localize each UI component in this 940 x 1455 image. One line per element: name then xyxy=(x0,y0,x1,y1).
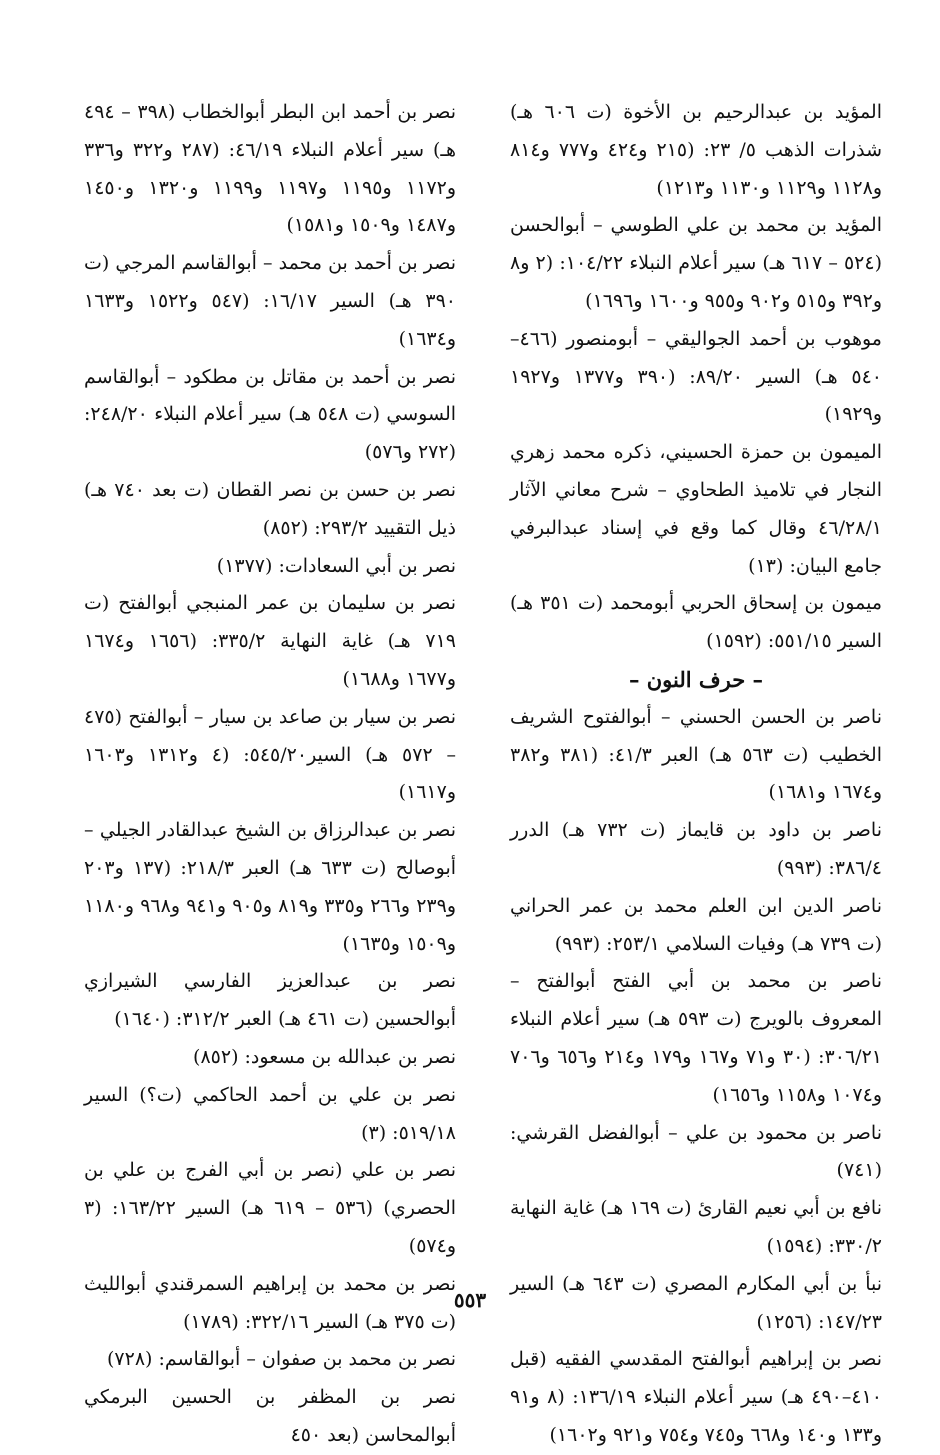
index-entry: المؤيد بن محمد بن علي الطوسي – أبوالحسن (٥٢٤ – ٦١٧ هـ) سير أعلام النبلاء ١٠٤/٢٢: (٢ و٨ و٣٩٢ و٥١٥ و٩٠٢ و٩٥٥ و١٦٠٠ و١٦٩٦) xyxy=(510,214,883,312)
index-entry: نصر بن عبدالرزاق بن الشيخ عبدالقادر الجيلي – أبوصالح (ت ٦٣٣ هـ) العبر ٢١٨/٣: (١٣٧ و٢٠٣ و٢٣٩ و٢٦٦ و٣٣٥ و٨١٩ و٩٠٥ و٩٤١ و٩٦٨ و١١٨٠ و١٥٠٩ و١٦٣٥) xyxy=(84,819,457,955)
index-entry: نافع بن أبي نعيم القارئ (ت ١٦٩ هـ) غاية النهاية ٣٣٠/٢: (١٥٩٤) xyxy=(510,1197,883,1257)
index-entry: نصر بن أحمد بن محمد – أبوالقاسم المرجي (ت ٣٩٠ هـ) السير ١٦/١٧: (٥٤٧ و١٥٢٢ و١٦٣٣ و١٦٣٤) xyxy=(84,252,456,350)
index-entry: نصر بن علي بن أحمد الحاكمي (ت؟) السير ٥١٩/١٨: (٣) xyxy=(84,1083,456,1144)
index-entry: ميمون بن إسحاق الحربي أبومحمد (ت ٣٥١ هـ) السير ٥٥١/١٥: (١٥٩٢) xyxy=(510,592,882,653)
index-entry: ناصر بن الحسن الحسني – أبوالفتوح الشريف الخطيب (ت ٥٦٣ هـ) العبر ٤١/٣: (٣٨١ و٣٨٢ و١٦٧٤ و١٦٨١) xyxy=(510,705,882,804)
right-column xyxy=(510,94,882,1455)
section-heading: – حرف النون – xyxy=(628,666,764,692)
index-entry: نصر بن عبدالعزيز الفارسي الشيرازي أبوالحسين (ت ٤٦١ هـ) العبر ٣١٢/٢: (١٦٤٠) xyxy=(84,970,456,1031)
index-entry: ناصر بن محمود بن علي – أبوالفضل القرشي: (٧٤١) xyxy=(510,1121,882,1182)
index-entry: نصر بن عبدالله بن مسعود: (٨٥٢) xyxy=(193,1045,456,1068)
left-column xyxy=(84,94,456,1455)
index-entry: نصر بن علي (نصر بن أبي الفرج بن علي بن الحصري) (٥٣٦ – ٦١٩ هـ) السير ١٦٣/٢٢: (٣ و٥٧٤) xyxy=(84,1159,457,1257)
index-entry: ناصر بن محمد بن أبي الفتح أبوالفتح – المعروف بالويرج (ت ٥٩٣ هـ) سير أعلام النبلاء ٣٠٦/٢١: (٣٠ و٧١ و١٦٧ و١٧٩ و٢١٤ و٦٥٦ و٧٠٦ و١٠٧٤ و١١٥٨ و١٦٥٦) xyxy=(510,970,882,1106)
index-entry: نصر بن محمد بن إبراهيم السمرقندي أبوالليث (ت ٣٧٥ هـ) السير ٣٢٢/١٦: (١٧٨٩) xyxy=(84,1272,456,1333)
index-entry: نصر بن أبي السعادات: (١٣٧٧) xyxy=(216,554,456,577)
index-entry: الميمون بن حمزة الحسيني، ذكره محمد زهري النجار في تلاميذ الطحاوي – شرح معاني الآثار ٤٦/٢٨/١ وقال كما وقع في إسناد عبدالبرفي جامع البيان: (١٣) xyxy=(510,441,882,577)
page-number: ٥٥٣ xyxy=(453,1288,487,1312)
index-entry: نصر بن أحمد بن مقاتل بن مطكود – أبوالقاسم السوسي (ت ٥٤٨ هـ) سير أعلام النبلاء ٢٤٨/٢٠: (٢٧٢ و٥٧٦) xyxy=(84,365,457,464)
index-entry: ناصر الدين ابن العلم محمد بن عمر الحراني (ت ٧٣٩ هـ) وفيات السلامي ٢٥٣/١: (٩٩٣) xyxy=(510,894,882,955)
index-entry: نصر بن سيار بن صاعد بن سيار – أبوالفتح (٤٧٥ – ٥٧٢ هـ) السير٥٤٥/٢٠: (٤ و١٣١٢ و١٦٠٣ و١٦١٧) xyxy=(84,705,457,804)
index-entry: نصر بن أحمد ابن البطر أبوالخطاب (٣٩٨ – ٤٩٤ هـ) سير أعلام النبلاء ٤٦/١٩: (٢٨٧ و٣٢٢ و٣٣٦ و١١٧٢ و١١٩٥ و١١٩٧ و١١٩٩ و١٣٢٠ و١٤٥٠ و١٤٨٧ و١٥٠٩ و١٥٨١) xyxy=(84,101,457,237)
index-entry: نبأ بن أبي المكارم المصري (ت ٦٤٣ هـ) السير ١٤٧/٢٣: (١٢٥٦) xyxy=(510,1272,882,1333)
index-entry: نصر بن حسن بن نصر القطان (ت بعد ٧٤٠ هـ) ذيل التقييد ٢٩٣/٢: (٨٥٢) xyxy=(84,478,456,539)
index-entry: نصر بن المظفر بن الحسين البرمكي أبوالمحاسن (بعد ٤٥٠ xyxy=(84,1386,456,1446)
index-entry: المؤيد بن عبدالرحيم بن الأخوة (ت ٦٠٦ هـ) شذرات الذهب ٥/ ٢٣: (٢١٥ و٤٢٤ و٧٧٧ و٨١٤ و١١٢٨ و١١٢٩ و١١٣٠ و١٢١٣) xyxy=(510,101,883,199)
index-entry: نصر بن سليمان بن عمر المنبجي أبوالفتح (ت ٧١٩ هـ) غاية النهاية ٣٣٥/٢: (١٦٥٦ و١٦٧٤ و١٦٧٧ و١٦٨٨) xyxy=(84,592,456,690)
index-entry: ناصر بن داود بن قايماز (ت ٧٣٢ هـ) الدرر ٣٨٦/٤: (٩٩٣) xyxy=(510,819,882,879)
index-entry: موهوب بن أحمد الجواليقي – أبومنصور (٤٦٦–٥٤٠ هـ) السير ٨٩/٢٠: (٣٩٠ و١٣٧٧ و١٩٢٧ و١٩٢٩) xyxy=(510,327,882,426)
index-entry: نصر بن محمد بن صفوان – أبوالقاسم: (٧٢٨) xyxy=(107,1348,456,1371)
index-entry: نصر بن إبراهيم أبوالفتح المقدسي الفقيه (قبل ٤١٠–٤٩٠ هـ) سير أعلام النبلاء ١٣٦/١٩: (٨ و٩١ و١٣٣ و١٤٠ و٦٦٨ و٧٤٥ و٧٥٤ و٩٢١ و١٦٠٢) xyxy=(510,1348,883,1446)
